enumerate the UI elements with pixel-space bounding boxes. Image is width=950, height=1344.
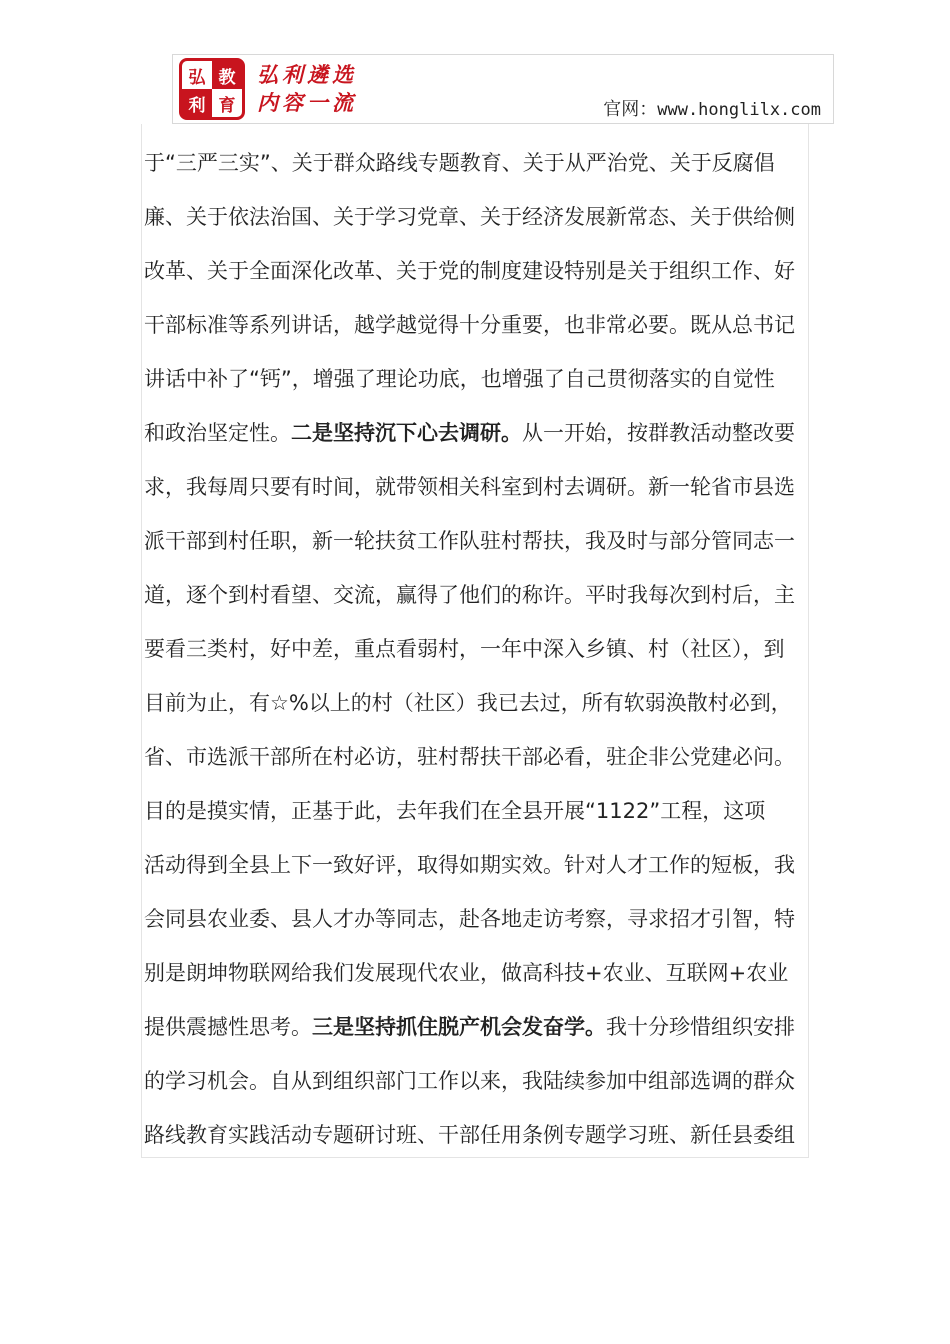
text-line	[144, 352, 816, 406]
text-line	[144, 1054, 816, 1108]
site-url[interactable]: www.honglilx.com	[657, 100, 821, 120]
bold-heading-text: 二是坚持沉下心去调研。	[291, 421, 522, 445]
text-line	[144, 514, 816, 568]
text-line	[144, 190, 816, 244]
text-line	[144, 136, 816, 190]
text-line	[144, 298, 816, 352]
text-line	[144, 946, 816, 1000]
text-line	[144, 838, 816, 892]
text-line	[144, 622, 816, 676]
text-segment: 从一开始，按群教活动整改要	[522, 421, 795, 445]
logo-char: 育	[218, 95, 236, 116]
text-segment: 和政治坚定性。	[144, 421, 291, 445]
text-segment: 路线教育实践活动专题研讨班、干部任用条例专题学习班、新任县委组	[144, 1123, 795, 1147]
text-line	[144, 460, 816, 514]
text-segment: 要看三类村，好中差，重点看弱村，一年中深入乡镇、村（社区），到	[144, 637, 785, 661]
text-segment: 廉、关于依法治国、关于学习党章、关于经济发展新常态、关于供给侧	[144, 205, 795, 229]
text-segment: 于“三严三实”、关于群众路线专题教育、关于从严治党、关于反腐倡	[144, 151, 775, 175]
text-segment: 我十分珍惜组织安排	[606, 1015, 795, 1039]
text-segment: 道，逐个到村看望、交流，赢得了他们的称许。平时我每次到村后，主	[144, 583, 795, 607]
site-label: 官网：	[603, 99, 658, 120]
text-segment: 省、市选派干部所在村必访，驻村帮扶干部必看，驻企非公党建必问。	[144, 745, 795, 769]
site-address	[603, 95, 821, 121]
text-line	[144, 892, 816, 946]
logo-char: 弘	[188, 67, 206, 88]
bold-heading-text: 三是坚持抓住脱产机会发奋学。	[312, 1015, 606, 1039]
text-line	[144, 406, 816, 460]
text-segment: 讲话中补了“钙”，增强了理论功底，也增强了自己贯彻落实的自觉性	[144, 367, 775, 391]
text-segment: 别是朗坤物联网给我们发展现代农业，做高科技+农业、互联网+农业	[144, 961, 789, 985]
text-segment: 求，我每周只要有时间，就带领相关科室到村去调研。新一轮省市县选	[144, 475, 795, 499]
text-line	[144, 244, 816, 298]
text-segment: 目前为止，有☆%以上的村（社区）我已去过，所有软弱涣散村必到，	[144, 691, 792, 715]
brand-logo-seal	[179, 58, 245, 120]
slogan-line: 弘利遴选	[257, 62, 357, 87]
brand-slogan	[257, 61, 357, 117]
text-segment: 活动得到全县上下一致好评，取得如期实效。针对人才工作的短板，我	[144, 853, 795, 877]
logo-char: 教	[212, 61, 242, 89]
text-line	[144, 1000, 816, 1054]
text-segment: 派干部到村任职，新一轮扶贫工作队驻村帮扶，我及时与部分管同志一	[144, 529, 795, 553]
slogan-line: 内容一流	[257, 90, 357, 115]
text-segment: 改革、关于全面深化改革、关于党的制度建设特别是关于组织工作、好	[144, 259, 795, 283]
page-header	[172, 54, 834, 124]
text-segment: 会同县农业委、县人才办等同志，赴各地走访考察，寻求招才引智，特	[144, 907, 795, 931]
text-line	[144, 568, 816, 622]
text-segment: 的学习机会。自从到组织部门工作以来，我陆续参加中组部选调的群众	[144, 1069, 795, 1093]
text-line	[144, 676, 816, 730]
text-line	[144, 784, 816, 838]
document-body	[144, 136, 816, 1162]
text-segment: 干部标准等系列讲话，越学越觉得十分重要，也非常必要。既从总书记	[144, 313, 795, 337]
text-line	[144, 730, 816, 784]
text-segment: 目的是摸实情，正基于此，去年我们在全县开展“1122”工程，这项	[144, 799, 766, 823]
text-line	[144, 1108, 816, 1162]
logo-char: 利	[182, 89, 212, 117]
text-segment: 提供震撼性思考。	[144, 1015, 312, 1039]
